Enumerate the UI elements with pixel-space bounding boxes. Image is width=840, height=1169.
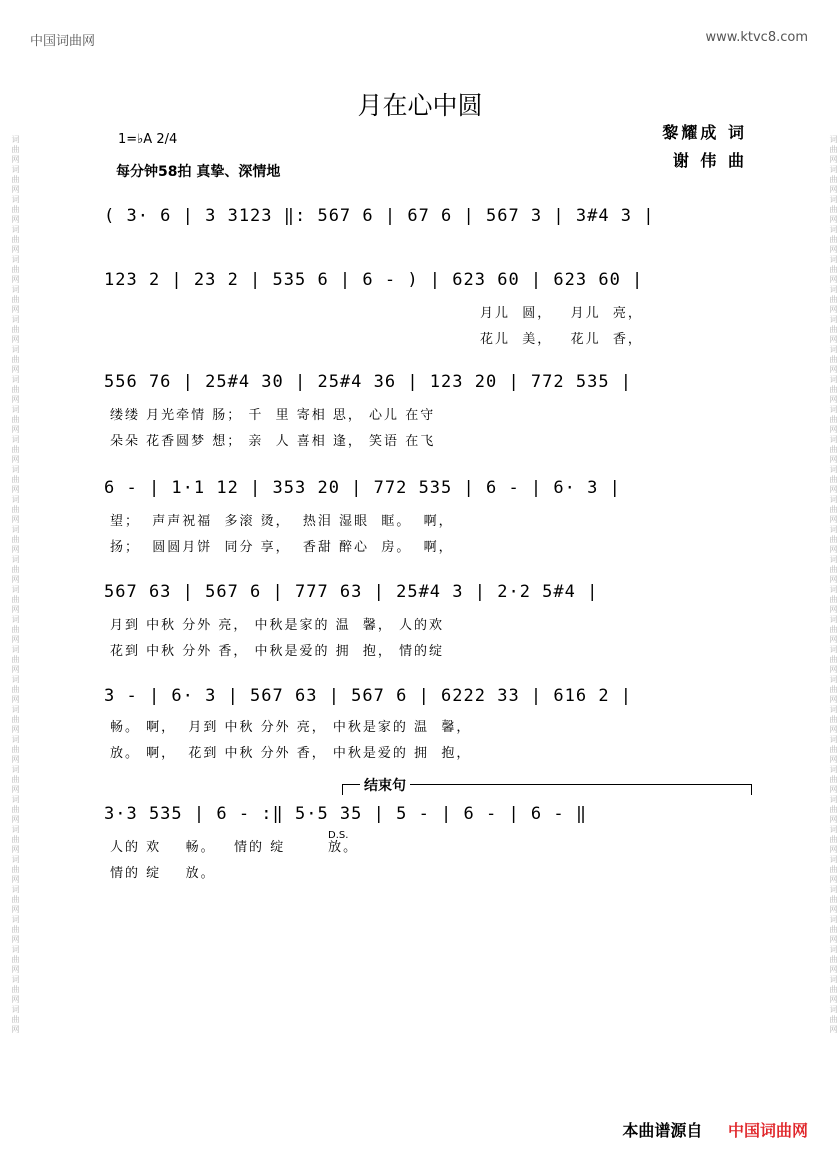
notes: 556 76 | 25#4 30 | 25#4 36 | 123 20 | 772 535 | xyxy=(104,372,633,392)
watermark-right: 词曲网词曲网词曲网词曲网词曲网词曲网词曲网词曲网词曲网词曲网词曲网词曲网词曲网词曲网词曲网词曲网词曲网词曲网词曲网词曲网词曲网词曲网词曲网词曲网词曲网词曲网词曲网词曲网词曲网词曲网 xyxy=(829,134,838,1035)
lyric-line: 花儿 美， 花儿 香， xyxy=(480,332,643,347)
footer-site[interactable]: 中国词曲网 xyxy=(727,1121,808,1140)
score-row-1 xyxy=(104,206,754,246)
footer xyxy=(622,1118,808,1141)
lyric-line: 人的 欢 畅。 情的 绽 放。 xyxy=(110,840,359,855)
song-title: 月在心中圆 xyxy=(357,91,483,120)
key-signature: 1=♭A 2/4 xyxy=(118,132,178,147)
ending-label-text: 结束句 xyxy=(360,778,410,794)
footer-source: 本曲谱源自 xyxy=(622,1121,703,1140)
ending-label xyxy=(360,775,410,795)
lyric-line: 望； 声声祝福 多滚 烫， 热泪 湿眼 眶。 啊， xyxy=(110,514,454,529)
lyric-line: 月到 中秋 分外 亮， 中秋是家的 温 馨， 人的欢 xyxy=(110,618,445,633)
lyricist: 黎耀成 词 xyxy=(662,123,747,142)
lyric-line: 畅。 啊， 月到 中秋 分外 亮， 中秋是家的 温 馨， xyxy=(110,720,472,735)
lyric-line: 朵朵 花香圆梦 想； 亲 人 喜相 逢， 笑语 在飞 xyxy=(110,434,436,449)
notes: 123 2 | 23 2 | 535 6 | 6 - ) | 623 60 | 623 60 | xyxy=(104,270,644,290)
notes: 6 - | 1·1 12 | 353 20 | 772 535 | 6 - | 6· 3 | xyxy=(104,478,621,498)
ds-marking: D.S. xyxy=(328,830,349,841)
lyric-line: 花到 中秋 分外 香， 中秋是爱的 拥 抱， 情的绽 xyxy=(110,644,445,659)
notes: ( 3· 6 | 3 3123 ‖: 567 6 | 67 6 | 567 3 | 3#4 3 | xyxy=(104,206,655,226)
lyric-line: 缕缕 月光牵情 肠； 千 里 寄相 思， 心儿 在守 xyxy=(110,408,436,423)
watermark-left: 词曲网词曲网词曲网词曲网词曲网词曲网词曲网词曲网词曲网词曲网词曲网词曲网词曲网词曲网词曲网词曲网词曲网词曲网词曲网词曲网词曲网词曲网词曲网词曲网词曲网词曲网词曲网词曲网词曲网词曲网 xyxy=(11,134,20,1035)
composer: 谢 伟 曲 xyxy=(672,151,747,170)
notes: 3·3 535 | 6 - :‖ 5·5 35 | 5 - | 6 - | 6 - ‖ xyxy=(104,804,588,824)
lyric-line: 月儿 圆， 月儿 亮， xyxy=(480,306,643,321)
notes: 567 63 | 567 6 | 777 63 | 25#4 3 | 2·2 5#4 | xyxy=(104,582,599,602)
lyric-line: 情的 绽 放。 xyxy=(110,866,216,881)
lyric-line: 扬； 圆圆月饼 同分 享， 香甜 醉心 房。 啊， xyxy=(110,540,454,555)
notes: 3 - | 6· 3 | 567 63 | 567 6 | 6222 33 | 616 2 | xyxy=(104,686,633,706)
tempo-marking: 每分钟58拍 真挚、深情地 xyxy=(116,164,281,180)
score-row-2 xyxy=(104,270,754,310)
lyric-line: 放。 啊， 花到 中秋 分外 香， 中秋是爱的 拥 抱， xyxy=(110,746,472,761)
header-site-name: 中国词曲网 xyxy=(30,34,96,49)
header-url: www.ktvc8.com xyxy=(705,30,808,45)
